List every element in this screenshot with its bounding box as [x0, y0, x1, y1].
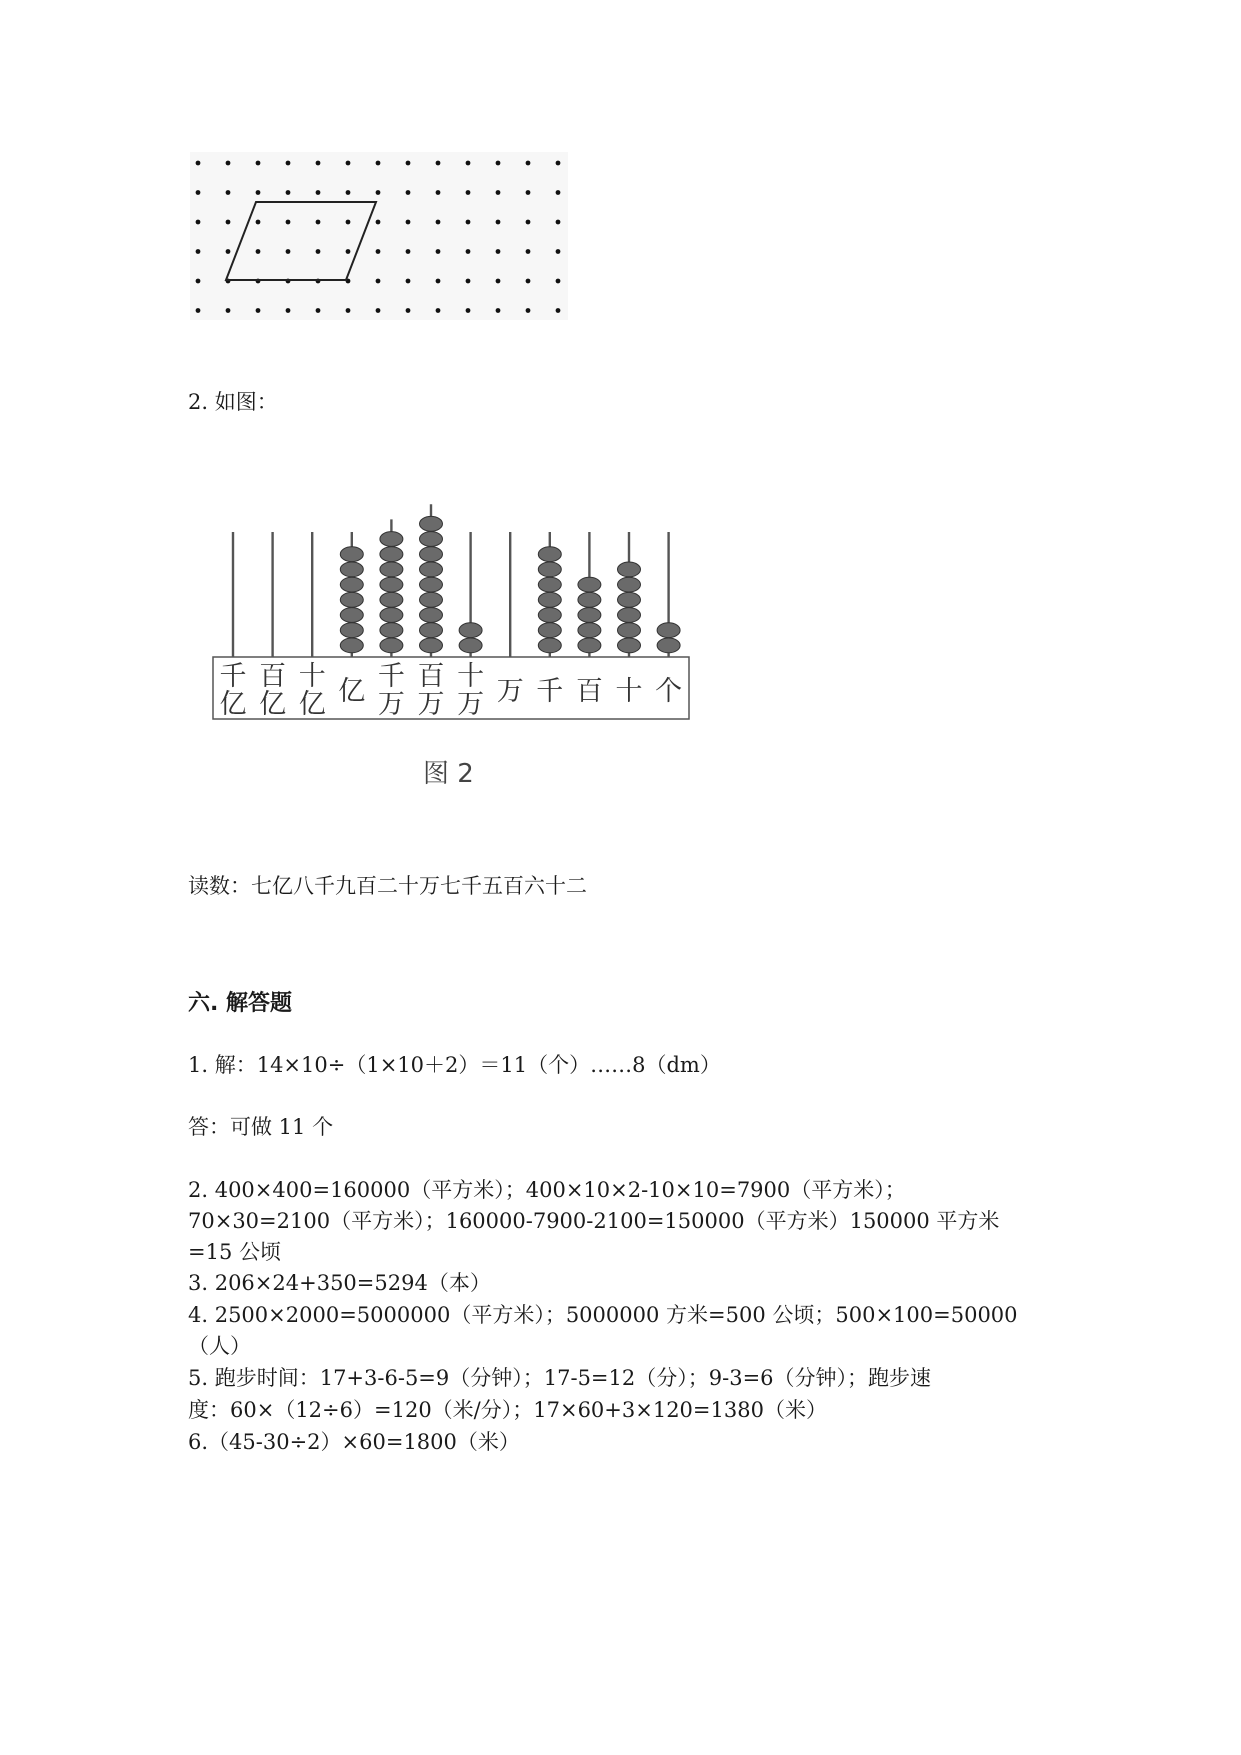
- grid-dot: [406, 249, 411, 254]
- grid-dot: [226, 220, 231, 225]
- place-label-top: 百: [575, 676, 603, 707]
- grid-dot: [286, 220, 291, 225]
- grid-dot: [286, 190, 291, 195]
- abacus-bead: [380, 623, 403, 638]
- abacus-bead: [538, 623, 561, 638]
- grid-dot: [526, 279, 531, 284]
- abacus-bead: [618, 608, 641, 623]
- grid-dot: [286, 161, 291, 166]
- grid-dot: [496, 249, 501, 254]
- grid-dot: [226, 249, 231, 254]
- grid-dot: [496, 190, 501, 195]
- grid-dot: [346, 161, 351, 166]
- abacus-bead: [538, 577, 561, 592]
- grid-dot: [556, 308, 561, 313]
- abacus-bead: [578, 608, 601, 623]
- grid-dot: [196, 190, 201, 195]
- place-label-top: 亿: [338, 676, 366, 707]
- place-label-bottom: 亿: [298, 689, 326, 720]
- grid-dot: [346, 190, 351, 195]
- grid-dot: [406, 190, 411, 195]
- abacus-bead: [380, 608, 403, 623]
- grid-dot: [316, 308, 321, 313]
- grid-dot: [406, 308, 411, 313]
- answer-2-line-3: =15 公顷: [188, 1240, 281, 1264]
- answer-4-line-1: 4. 2500×2000=5000000（平方米）；5000000 方米=500 公顷；500×100=50000: [188, 1303, 1018, 1327]
- abacus-bead: [380, 577, 403, 592]
- section-6-title: 六. 解答题: [188, 991, 293, 1016]
- grid-dot: [406, 279, 411, 284]
- place-label-bottom: 亿: [259, 689, 287, 720]
- grid-dot: [556, 161, 561, 166]
- place-label-top: 千: [536, 676, 564, 707]
- grid-dot: [556, 279, 561, 284]
- reading-answer: 读数：七亿八千九百二十万七千五百六十二: [188, 874, 587, 898]
- grid-dot: [496, 161, 501, 166]
- abacus-bead: [340, 562, 363, 577]
- abacus-bead: [618, 592, 641, 607]
- place-label-top: 万: [496, 676, 524, 707]
- abacus-bead: [538, 638, 561, 653]
- grid-dot: [556, 220, 561, 225]
- grid-dot: [376, 279, 381, 284]
- abacus-bead: [420, 547, 443, 562]
- abacus-bead: [340, 638, 363, 653]
- abacus-bead: [657, 638, 680, 653]
- abacus-bead: [657, 623, 680, 638]
- dot-grid-figure: [190, 152, 568, 320]
- answer-2-line-1: 2. 400×400=160000（平方米）；400×10×2-10×10=7900（平方米）；: [188, 1178, 906, 1202]
- grid-dot: [526, 249, 531, 254]
- grid-dot: [466, 220, 471, 225]
- place-label-top: 百: [259, 661, 287, 692]
- grid-dot: [226, 308, 231, 313]
- grid-dot: [556, 249, 561, 254]
- grid-dot: [466, 249, 471, 254]
- abacus-bead: [618, 638, 641, 653]
- answer-2-line-2: 70×30=2100（平方米）；160000-7900-2100=150000（平方米）150000 平方米: [188, 1209, 1000, 1233]
- grid-dot: [436, 308, 441, 313]
- abacus-bead: [420, 623, 443, 638]
- grid-dot: [376, 190, 381, 195]
- grid-dot: [196, 279, 201, 284]
- place-label-top: 十: [457, 661, 485, 692]
- grid-dot: [196, 161, 201, 166]
- place-label-top: 个: [655, 676, 683, 707]
- grid-dot: [526, 190, 531, 195]
- grid-dot: [316, 249, 321, 254]
- figure-caption: 图 2: [423, 759, 474, 789]
- abacus-bead: [578, 577, 601, 592]
- abacus-bead: [538, 547, 561, 562]
- abacus-bead: [380, 592, 403, 607]
- grid-dot: [436, 161, 441, 166]
- grid-dots: [196, 161, 561, 313]
- grid-dot: [466, 190, 471, 195]
- abacus-bead: [578, 623, 601, 638]
- grid-dot: [196, 249, 201, 254]
- section-2-label: 2. 如图：: [188, 390, 278, 414]
- abacus-bead: [420, 516, 443, 531]
- abacus-bead: [420, 608, 443, 623]
- abacus-bead: [538, 608, 561, 623]
- abacus-bead: [380, 532, 403, 547]
- grid-dot: [226, 161, 231, 166]
- grid-dot: [256, 308, 261, 313]
- grid-dot: [496, 308, 501, 313]
- abacus-bead: [420, 638, 443, 653]
- grid-dot: [556, 190, 561, 195]
- answer-4-line-2: （人）: [188, 1334, 251, 1358]
- abacus-bead: [380, 547, 403, 562]
- answer-1-line-1: 1. 解：14×10÷（1×10＋2）＝11（个）……8（dm）: [188, 1053, 721, 1077]
- answer-3: 3. 206×24+350=5294（本）: [188, 1271, 491, 1295]
- abacus-rods: [233, 504, 680, 657]
- abacus-bead: [578, 592, 601, 607]
- place-label-top: 千: [219, 661, 247, 692]
- grid-dot: [436, 249, 441, 254]
- grid-dot: [526, 220, 531, 225]
- grid-dot: [196, 308, 201, 313]
- grid-dot: [316, 220, 321, 225]
- grid-dot: [286, 308, 291, 313]
- grid-dot: [406, 220, 411, 225]
- place-label-bottom: 万: [417, 689, 445, 720]
- abacus-bead: [420, 562, 443, 577]
- grid-dot: [316, 161, 321, 166]
- abacus-bead: [340, 608, 363, 623]
- abacus-bead: [380, 638, 403, 653]
- answer-6: 6.（45-30÷2）×60=1800（米）: [188, 1430, 520, 1454]
- answer-5-line-2: 度：60×（12÷6）=120（米/分）；17×60+3×120=1380（米）: [188, 1398, 827, 1422]
- grid-dot: [466, 308, 471, 313]
- place-label-bottom: 万: [377, 689, 405, 720]
- abacus-bead: [420, 592, 443, 607]
- grid-dot: [376, 161, 381, 166]
- abacus-bead: [340, 623, 363, 638]
- grid-dot: [346, 308, 351, 313]
- grid-dot: [496, 279, 501, 284]
- abacus-bead: [420, 577, 443, 592]
- grid-dot: [526, 308, 531, 313]
- place-label-top: 千: [377, 661, 405, 692]
- abacus-bead: [380, 562, 403, 577]
- grid-dot: [256, 249, 261, 254]
- place-label-top: 十: [298, 661, 326, 692]
- abacus-bead: [618, 623, 641, 638]
- grid-dot: [346, 249, 351, 254]
- place-label-bottom: 万: [457, 689, 485, 720]
- grid-dot: [526, 161, 531, 166]
- place-label-top: 十: [615, 676, 643, 707]
- abacus-figure: [205, 480, 700, 810]
- grid-dot: [376, 220, 381, 225]
- grid-dot: [376, 308, 381, 313]
- answer-5-line-1: 5. 跑步时间：17+3-6-5=9（分钟）；17-5=12（分）；9-3=6（分钟）；跑步速: [188, 1366, 932, 1390]
- grid-dot: [196, 220, 201, 225]
- grid-dot: [466, 161, 471, 166]
- abacus-bead: [618, 577, 641, 592]
- grid-dot: [286, 249, 291, 254]
- grid-dot: [466, 279, 471, 284]
- grid-dot: [256, 161, 261, 166]
- abacus-bead: [459, 623, 482, 638]
- abacus-bead: [618, 562, 641, 577]
- grid-dot: [436, 190, 441, 195]
- grid-dot: [256, 220, 261, 225]
- grid-dot: [436, 279, 441, 284]
- grid-dot: [226, 190, 231, 195]
- abacus-bead: [420, 532, 443, 547]
- grid-dot: [376, 249, 381, 254]
- abacus-bead: [538, 562, 561, 577]
- grid-dot: [436, 220, 441, 225]
- abacus-bead: [538, 592, 561, 607]
- abacus-bead: [459, 638, 482, 653]
- abacus-bead: [340, 592, 363, 607]
- parallelogram-shape: [226, 202, 376, 280]
- place-label-bottom: 亿: [219, 689, 247, 720]
- abacus-bead: [578, 638, 601, 653]
- grid-dot: [496, 220, 501, 225]
- grid-dot: [346, 220, 351, 225]
- place-label-top: 百: [417, 661, 445, 692]
- abacus-bead: [340, 577, 363, 592]
- grid-dot: [406, 161, 411, 166]
- answer-1-line-2: 答：可做 11 个: [188, 1115, 334, 1139]
- abacus-bead: [340, 547, 363, 562]
- grid-dot: [256, 190, 261, 195]
- grid-dot: [316, 190, 321, 195]
